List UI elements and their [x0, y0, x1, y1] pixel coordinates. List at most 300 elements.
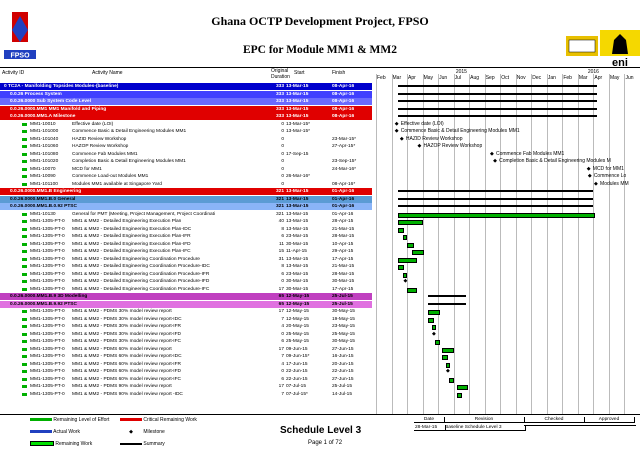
duration-cell: 0: [281, 369, 284, 374]
col-original-duration: Original Duration: [271, 68, 290, 80]
activity-id-cell: MM1-10010: [30, 121, 56, 127]
timeline-year: 2015: [455, 69, 467, 75]
table-row[interactable]: [0, 173, 640, 180]
activity-icon: [22, 273, 27, 276]
timeline-month: Dec: [532, 75, 542, 81]
activity-name-cell: MM1 & MM2 - Detailed Engineering Execution Plan-IDC: [72, 226, 192, 232]
activity-name-cell: MM1 & MM2 - Detailed Engineering Execution Plan: [72, 219, 182, 224]
summary-bar[interactable]: [428, 295, 466, 297]
activity-name-cell: MM1 & MM2 - Detailed Engineering Execution Plan-IFR: [72, 234, 191, 239]
table-row[interactable]: [0, 136, 640, 143]
milestone-marker[interactable]: ◆: [445, 368, 450, 374]
activity-name-cell: MM1 & MM2 - PDMS 60% model review report-IFD: [72, 369, 182, 374]
activity-bar[interactable]: [403, 235, 408, 240]
activity-id-cell: 0.0.26.0000.MM1.A Milestone: [10, 114, 76, 119]
table-row[interactable]: [0, 383, 640, 390]
activity-bar[interactable]: [398, 213, 596, 218]
finish-cell: 28-Apr-15: [332, 219, 354, 224]
page-subtitle: EPC for Module MM1 & MM2: [242, 44, 398, 56]
duration-cell: 0: [281, 181, 284, 187]
legend-summary-swatch: [120, 443, 142, 445]
timeline-month: Mar: [392, 75, 402, 81]
start-cell: 25-May-15: [286, 331, 309, 337]
start-cell: 17-Sep-15: [286, 151, 309, 157]
duration-cell: 8: [281, 226, 284, 232]
schedule-level-title: Schedule Level 3: [280, 425, 362, 436]
activity-id-cell: MM1-101020: [30, 159, 59, 164]
start-cell: 12-May-15: [286, 309, 309, 314]
activity-name-cell: MM1 & MM2 - PDMS 30% model review report-IFC: [72, 339, 182, 344]
activity-name-cell: MM1 & MM2 - PDMS 30% model review report-IDC: [72, 316, 182, 322]
start-cell: 23-Mar-15: [286, 234, 309, 239]
finish-cell: 08-Apr-16: [332, 99, 355, 104]
activity-name-cell: Completion Basic & Detail Engineering Modules MM1: [72, 159, 186, 164]
milestone-marker[interactable]: ◆: [394, 120, 399, 127]
duration-cell: 0: [281, 159, 284, 164]
table-row[interactable]: [0, 128, 640, 135]
activity-id-cell: MM1-1305-PT-0: [30, 264, 65, 269]
start-cell: 13-Mar-15: [286, 91, 309, 97]
activity-bar[interactable]: [398, 258, 418, 263]
activity-icon: [22, 258, 27, 261]
duration-cell: 7: [281, 391, 284, 397]
summary-bar[interactable]: [398, 100, 597, 102]
activity-id-cell: MM1-10090: [30, 174, 56, 179]
legend-green-swatch: [30, 418, 52, 421]
milestone-label: HAZOP Review Workshop: [423, 143, 483, 149]
timeline-month: Jul: [454, 75, 462, 81]
duration-cell: 0: [281, 136, 284, 142]
activity-id-cell: MM1-1305-PT-0: [30, 369, 65, 374]
milestone-marker[interactable]: ◆: [399, 135, 404, 142]
table-row[interactable]: [0, 323, 640, 330]
activity-name-cell: MM1 & MM2 - Detailed Engineering Coordination Procedure-IFR: [72, 271, 210, 277]
activity-icon: [22, 355, 27, 358]
table-row[interactable]: [0, 286, 640, 293]
activity-icon: [22, 130, 27, 133]
start-cell: 30-Mar-15: [286, 279, 309, 284]
finish-cell: 10-Apr-15: [332, 241, 354, 247]
start-cell: 13-Mar-15: [286, 196, 309, 202]
legend-summary: [120, 441, 165, 447]
col-activity-id: Activity ID: [2, 70, 25, 76]
table-row[interactable]: [0, 331, 640, 338]
revision-table-cell: 28-Mar-15: [414, 425, 446, 431]
milestone-marker[interactable]: ◆: [432, 330, 436, 337]
activity-name-cell: MM1 & MM2 - PDMS 30% model review report: [72, 309, 172, 314]
start-cell: 13-Mar-15: [286, 114, 309, 119]
duration-cell: 333: [275, 99, 284, 104]
table-row[interactable]: [0, 271, 640, 278]
milestone-label: Commence Basic & Detail Engineering Modules MM1: [400, 128, 520, 134]
activity-id-cell: MM1-1305-PT-0: [30, 249, 65, 254]
finish-cell: 29-Apr-15: [332, 249, 354, 254]
activity-name-cell: General for PMT (Meeting, Project Management, Project Coordinati: [72, 211, 216, 217]
activity-bar[interactable]: [398, 265, 404, 270]
timeline-month: Oct: [501, 75, 510, 81]
page-title: Ghana OCTP Development Project, FPSO: [211, 14, 429, 28]
milestone-marker[interactable]: ◆: [403, 278, 408, 284]
col-finish: Finish: [332, 70, 346, 76]
table-row[interactable]: [0, 98, 372, 105]
activity-icon: [22, 213, 27, 216]
table-row[interactable]: [0, 188, 372, 195]
activity-id-cell: MM1-1305-PT-0: [30, 286, 65, 292]
timeline-month: Mar: [578, 75, 588, 81]
summary-bar[interactable]: [398, 93, 597, 95]
revision-table-header: Date: [414, 417, 445, 423]
duration-cell: 4: [281, 324, 284, 329]
activity-id-cell: MM1-101100: [30, 181, 58, 187]
milestone-marker[interactable]: ◆: [587, 173, 592, 179]
summary-bar[interactable]: [398, 205, 594, 207]
activity-icon: [22, 318, 27, 321]
legend-milestone: [120, 429, 165, 435]
activity-id-cell: MM1-1305-PT-0: [30, 361, 65, 367]
summary-bar[interactable]: [398, 85, 597, 87]
finish-cell: 30-May-15: [332, 339, 355, 344]
table-row[interactable]: [0, 241, 640, 248]
finish-cell: 27-Apr-15*: [332, 144, 356, 149]
table-row[interactable]: [0, 308, 640, 315]
start-cell: 30-Mar-15: [286, 241, 309, 247]
activity-id-cell: 0.0.26.0000.MM1.B.9.92 PTSC: [10, 301, 77, 307]
duration-cell: 0: [281, 144, 284, 149]
table-row[interactable]: [0, 391, 640, 398]
timeline-month: Nov: [516, 75, 526, 81]
activity-id-cell: MM1-10070: [30, 166, 56, 172]
duration-cell: 321: [275, 211, 284, 217]
duration-cell: 40: [278, 219, 284, 224]
finish-cell: 01-Apr-16: [332, 189, 355, 194]
activity-name-cell: MM1 & MM2 - PDMS 30% model review report-IFR: [72, 324, 182, 329]
activity-icon: [22, 288, 27, 291]
activity-id-cell: 0.0.26.0000.MM1.B.0.92 PTSC: [10, 204, 77, 209]
table-row[interactable]: [0, 368, 640, 375]
table-row[interactable]: [0, 248, 640, 255]
legend-actual-work-label: Actual Work: [53, 429, 80, 435]
activity-id-cell: MM1-101000: [30, 129, 59, 134]
activity-bar[interactable]: [428, 310, 439, 315]
activity-bar[interactable]: [446, 363, 450, 368]
summary-bar[interactable]: [398, 115, 597, 117]
activity-icon: [22, 333, 27, 336]
duration-cell: 8: [281, 264, 284, 269]
table-row[interactable]: [0, 353, 640, 360]
milestone-label: Completion Basic & Detail Engineering Modules M: [499, 158, 611, 164]
duration-cell: 321: [275, 189, 284, 194]
start-cell: 13-Mar-15: [286, 99, 309, 104]
timeline-month: Feb: [377, 75, 386, 81]
milestone-marker[interactable]: ◆: [417, 143, 422, 149]
duration-cell: 17: [278, 309, 284, 314]
start-cell: 09-Jun-15*: [286, 354, 310, 359]
activity-icon: [22, 243, 27, 246]
finish-cell: 01-Apr-16: [332, 196, 355, 202]
duration-cell: 0: [281, 121, 284, 127]
activity-bar[interactable]: [457, 385, 468, 390]
finish-cell: 30-May-15: [332, 309, 355, 314]
table-row[interactable]: [0, 106, 372, 113]
activity-id-cell: MM1-1305-PT-0: [30, 384, 65, 389]
revision-table-header: Revision: [444, 417, 525, 423]
activity-id-cell: 0 TC2A - Manifolding Topsides Modules-(baseline): [4, 84, 119, 89]
finish-cell: 28-Mar-15: [332, 234, 355, 239]
activity-bar[interactable]: [407, 288, 418, 293]
duration-cell: 11: [279, 241, 284, 247]
activity-bar[interactable]: [403, 273, 408, 278]
table-row[interactable]: [0, 256, 640, 263]
table-row[interactable]: [0, 278, 640, 285]
duration-cell: 321: [275, 204, 284, 209]
start-cell: 13-Mar-15: [286, 84, 309, 89]
start-cell: 13-Mar-15*: [286, 121, 310, 127]
start-cell: 25-May-15: [286, 339, 309, 344]
milestone-marker[interactable]: ◆: [586, 165, 591, 172]
start-cell: 11-Apr-15: [286, 249, 307, 254]
start-cell: 07-Jul-15*: [286, 391, 308, 397]
table-row[interactable]: [0, 233, 640, 240]
activity-id-cell: MM1-1305-PT-0: [30, 331, 65, 337]
duration-cell: 333: [275, 114, 284, 119]
finish-cell: 30-Mar-15: [332, 279, 355, 284]
activity-id-cell: MM1-1305-PT-0: [30, 354, 65, 359]
activity-bar[interactable]: [428, 318, 434, 323]
start-cell: 23-Mar-15: [286, 271, 309, 277]
activity-bar[interactable]: [407, 243, 414, 248]
activity-icon: [22, 310, 27, 313]
activity-icon: [22, 220, 27, 223]
legend-critical-remaining: [120, 417, 197, 423]
duration-cell: 0: [281, 129, 284, 134]
legend-red-swatch: [120, 418, 142, 421]
activity-bar[interactable]: [442, 348, 453, 353]
table-row[interactable]: [0, 361, 640, 368]
finish-cell: 16-Jun-15: [332, 354, 354, 359]
finish-cell: 23-Mar-15*: [332, 136, 356, 142]
activity-bar[interactable]: [442, 355, 448, 360]
finish-cell: 08-Apr-16: [332, 106, 355, 112]
start-cell: 13-Mar-15: [286, 226, 309, 232]
start-cell: 22-Jun-15: [286, 376, 308, 382]
page-number: Page 1 of 72: [308, 440, 343, 446]
activity-bar[interactable]: [398, 220, 423, 225]
duration-cell: 65: [278, 301, 284, 307]
activity-name-cell: Effective date (LOI): [72, 121, 114, 127]
activity-id-cell: MM1-1305-PT-0: [30, 279, 65, 284]
activity-id-cell: MM1-1305-PT-0: [30, 241, 65, 247]
activity-name-cell: MM1 & MM2 - PDMS 60% model review report-IDC: [72, 354, 182, 359]
start-cell: 22-Jun-15: [286, 369, 308, 374]
activity-icon: [22, 250, 27, 253]
summary-bar[interactable]: [398, 190, 594, 192]
legend-remaining-loe: [30, 417, 109, 423]
start-cell: 13-Mar-15: [286, 219, 309, 224]
duration-cell: 333: [275, 91, 284, 97]
duration-cell: 31: [278, 256, 284, 262]
activity-id-cell: 0.0.26.0000.MM1 MM1 Manifold and Piping: [10, 106, 107, 112]
milestone-label: Commence Fab Modules MM1: [495, 150, 565, 157]
duration-cell: 7: [281, 316, 284, 322]
activity-bar[interactable]: [412, 250, 423, 255]
revision-table-header: Checked: [524, 417, 585, 423]
activity-icon: [22, 228, 27, 231]
legend-remaining-loe-label: Remaining Level of Effort: [53, 417, 110, 423]
finish-cell: 20-Jun-15: [332, 361, 354, 367]
milestone-marker[interactable]: ◆: [489, 150, 494, 157]
start-cell: 12-May-15: [286, 294, 310, 299]
finish-cell: 22-Jun-15: [332, 369, 354, 374]
activity-name-cell: MM1 & MM2 - Detailed Engineering Execution Plan-IFD: [72, 241, 191, 247]
activity-bar[interactable]: [398, 228, 404, 233]
milestone-marker[interactable]: ◆: [394, 128, 399, 134]
summary-bar[interactable]: [428, 303, 466, 305]
activity-name-cell: MM1 & MM2 - Detailed Engineering Coordination Procedure-IFC: [72, 286, 210, 292]
start-cell: 07-Jul-15: [286, 384, 306, 389]
table-row[interactable]: [0, 166, 640, 173]
table-row[interactable]: [0, 203, 372, 210]
start-cell: 13-Mar-15: [286, 264, 309, 269]
start-cell: 13-Mar-15: [286, 211, 309, 217]
finish-cell: 08-Apr-16*: [332, 181, 356, 187]
activity-name-cell: MM1 & MM2 - PDMS 60% model review report: [72, 346, 172, 352]
activity-icon: [22, 363, 27, 366]
legend-remaining-work: [30, 441, 92, 447]
activity-icon: [22, 325, 27, 328]
activity-id-cell: MM1-101080: [30, 151, 59, 157]
activity-icon: [22, 160, 27, 163]
activity-icon: [22, 378, 27, 381]
activity-name-cell: Modules MM1 available at Singapore Yard: [72, 181, 162, 187]
duration-cell: 0: [281, 166, 284, 172]
activity-icon: [22, 175, 27, 178]
finish-cell: 17-Apr-15: [332, 256, 354, 262]
table-row[interactable]: [0, 143, 640, 150]
milestone-label: Effective date (LOI): [400, 120, 444, 127]
activity-id-cell: MM1-1305-PT-0: [30, 346, 65, 352]
timeline-month: Apr: [408, 75, 416, 81]
table-row[interactable]: [0, 113, 372, 120]
finish-cell: 08-Apr-16: [332, 84, 355, 89]
finish-cell: 28-Mar-15: [332, 271, 355, 277]
activity-icon: [22, 370, 27, 373]
activity-bar[interactable]: [435, 340, 440, 345]
table-row[interactable]: [0, 293, 372, 300]
finish-cell: 25-May-15: [332, 331, 355, 337]
activity-icon: [22, 348, 27, 351]
finish-cell: 01-Apr-16: [332, 204, 355, 209]
activity-id-cell: MM1-1305-PT-0: [30, 226, 65, 232]
finish-cell: 27-Jun-15: [332, 346, 354, 352]
col-start: Start: [294, 70, 305, 76]
activity-id-cell: 0.0.26.0000.MM1.B.9 3D Modelling: [10, 294, 88, 299]
duration-cell: 15: [278, 249, 284, 254]
timeline-month: Sep: [485, 75, 495, 81]
timeline-month: May: [609, 75, 620, 81]
activity-id-cell: 0.0.26.0000.MM1.B Engineering: [10, 189, 82, 194]
duration-cell: 7: [281, 354, 284, 359]
summary-bar[interactable]: [398, 198, 594, 200]
activity-id-cell: 0.0.26.0000.MM1.B.0 General: [10, 196, 76, 202]
activity-icon: [22, 153, 27, 156]
gantt-grid: [0, 67, 640, 415]
milestone-diamond-icon: ◆: [129, 429, 133, 435]
timeline-month: Jun: [439, 75, 448, 81]
start-cell: 13-Mar-15: [286, 256, 309, 262]
activity-bar[interactable]: [432, 325, 436, 330]
milestone-marker[interactable]: ◆: [594, 180, 598, 187]
activity-bar[interactable]: [449, 378, 454, 383]
activity-id-cell: MM1-1305-PT-0: [30, 256, 65, 262]
activity-id-cell: MM1-1305-PT-0: [30, 271, 65, 277]
milestone-marker[interactable]: ◆: [493, 158, 497, 164]
duration-cell: 17: [278, 346, 284, 352]
table-row[interactable]: [0, 226, 640, 233]
table-row[interactable]: [0, 196, 372, 203]
finish-cell: 14-Jul-15: [332, 391, 352, 397]
finish-cell: 21-Mar-15: [332, 226, 355, 232]
start-cell: 26-Mar-16*: [286, 174, 310, 179]
table-row[interactable]: [0, 301, 372, 308]
activity-name-cell: MCD for MM1: [72, 166, 102, 172]
activity-name-cell: MM1 & MM2 - PDMS 60% model review report-IFR: [72, 361, 182, 367]
table-row[interactable]: [0, 181, 640, 188]
start-cell: 20-May-15: [286, 324, 309, 329]
table-row[interactable]: [0, 121, 640, 128]
table-row[interactable]: [0, 346, 640, 353]
timeline-month: Feb: [563, 75, 572, 81]
finish-cell: 24-Mar-16*: [332, 166, 356, 172]
table-row[interactable]: [0, 218, 640, 225]
finish-cell: 23-May-15: [332, 324, 355, 329]
activity-bar[interactable]: [457, 393, 463, 398]
activity-id-cell: 0.0.26.0000 Sub System Code Level: [10, 99, 92, 104]
activity-name-cell: MM1 & MM2 - Detailed Engineering Execution Plan-IFC: [72, 249, 191, 254]
table-row[interactable]: [0, 316, 640, 323]
logo-right-text: eni: [612, 57, 628, 68]
legend-remaining-work-label: Remaining Work: [55, 441, 93, 447]
table-row[interactable]: [0, 83, 372, 90]
summary-bar[interactable]: [398, 108, 597, 110]
finish-cell: 27-Jun-15: [332, 376, 354, 382]
activity-id-cell: MM1-101040: [30, 136, 59, 142]
revision-table-cell: [524, 425, 586, 426]
start-cell: 30-Mar-15: [286, 286, 309, 292]
eni-logo-icon: [600, 30, 640, 68]
legend-lightgreen-swatch: [30, 441, 54, 446]
finish-cell: 08-Apr-16: [332, 114, 355, 119]
activity-icon: [22, 280, 27, 283]
table-row[interactable]: [0, 91, 372, 98]
activity-name-cell: MM1 & MM2 - PDMS 60% model review report-IFC: [72, 376, 182, 382]
activity-id-cell: MM1-1305-PT-0: [30, 316, 65, 322]
col-activity-name: Activity Name: [92, 70, 123, 76]
legend-milestone-label: Milestone: [143, 429, 165, 435]
activity-id-cell: MM1-1305-PT-0: [30, 309, 65, 314]
activity-icon: [22, 393, 27, 396]
activity-name-cell: Commence Fab Modules MM1: [72, 151, 138, 157]
table-row[interactable]: [0, 263, 640, 270]
table-row[interactable]: [0, 376, 640, 383]
activity-id-cell: MM1-1305-PT-0: [30, 339, 65, 344]
activity-name-cell: Commence Basic & Detail Engineering Modules MM1: [72, 129, 187, 134]
duration-cell: 6: [281, 376, 284, 382]
activity-id-cell: MM1-1305-PT-0: [30, 376, 65, 382]
table-row[interactable]: [0, 338, 640, 345]
finish-cell: 25-Jul-15: [332, 294, 353, 299]
activity-name-cell: MM1 & MM2 - PDMS 30% model review report-IFD: [72, 331, 182, 337]
milestone-label: HAZID Review Workshop: [405, 135, 463, 142]
